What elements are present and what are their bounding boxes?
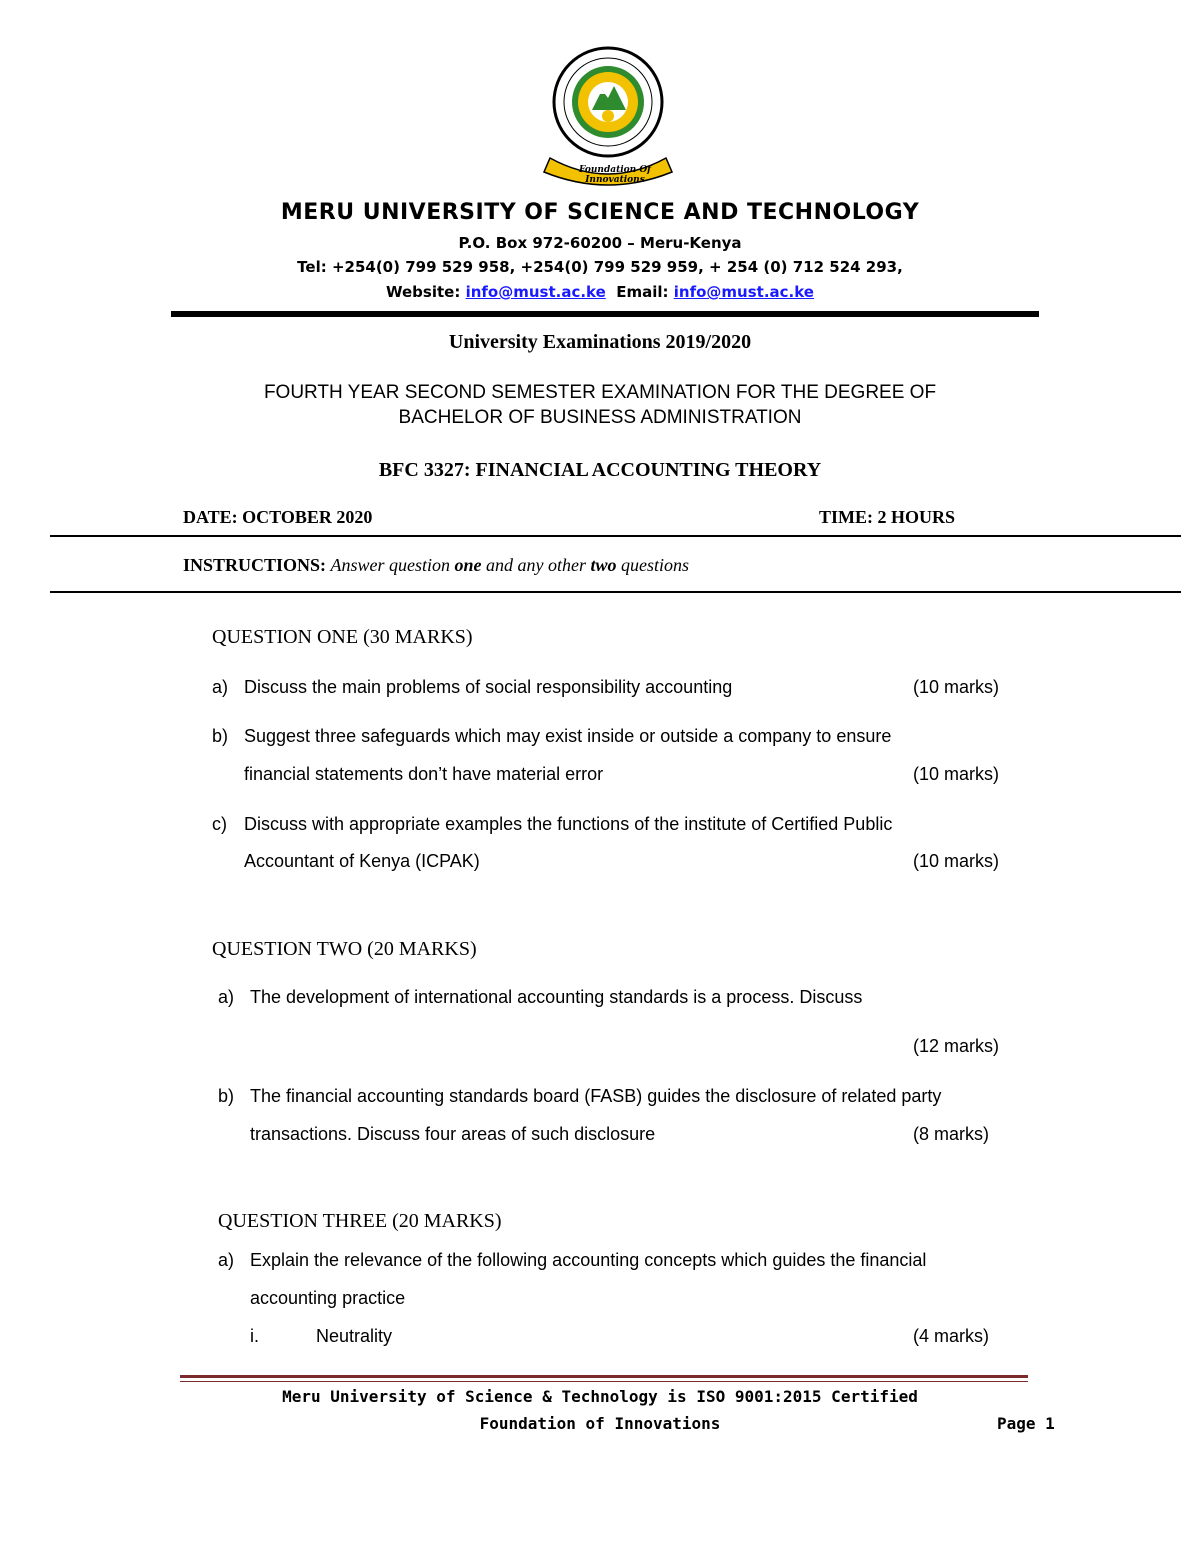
website-link[interactable]: info@must.ac.ke [465,283,606,301]
q3-a-text-2: accounting practice [250,1288,406,1308]
q3-i-text: Neutrality [316,1326,393,1346]
exam-time: TIME: 2 HOURS [819,507,956,527]
q1-a-label: a) [212,677,229,697]
exam-line-1: FOURTH YEAR SECOND SEMESTER EXAMINATION FOR THE DEGREE OF [263,382,937,403]
logo-banner-text: Foundation Of Innovations [578,165,652,185]
q3-a-text-1: Explain the relevance of the following accounting concepts which guides the financial [250,1250,927,1270]
course-title: BFC 3327: FINANCIAL ACCOUNTING THEORY [378,459,822,481]
divider-top [50,535,1181,537]
q3-i-label: i. [250,1326,259,1346]
q1-b-text-2: financial statements don’t have material error [244,764,604,784]
q1-b-marks: (10 marks) [913,764,1000,784]
q1-a-marks: (10 marks) [913,677,1000,697]
question-one-heading: QUESTION ONE (30 MARKS) [212,626,473,648]
email-label: Email: [616,283,669,301]
q1-c-marks: (10 marks) [913,851,1000,871]
exam-date: DATE: OCTOBER 2020 [183,507,373,527]
q2-b-marks: (8 marks) [913,1124,989,1144]
q2-b-text-1: The financial accounting standards board (FASB) guides the disclosure of related party [250,1086,942,1106]
q2-a-label: a) [218,987,235,1007]
q2-a-marks: (12 marks) [913,1036,1000,1056]
instructions-text-2: and any other [486,555,587,575]
page-number: Page 1 [997,1414,1055,1433]
question-two-heading: QUESTION TWO (20 MARKS) [212,938,477,960]
question-three-heading: QUESTION THREE (20 MARKS) [218,1210,502,1232]
instructions [183,555,689,576]
exam-title: University Examinations 2019/2020 [448,331,752,353]
instructions-bold-two: two [590,555,617,575]
q1-b-text-1: Suggest three safeguards which may exist inside or outside a company to ensure [244,726,892,746]
q1-c-label: c) [212,814,227,834]
q3-i-marks: (4 marks) [913,1326,989,1346]
q1-c-text-2: Accountant of Kenya (ICPAK) [244,851,480,871]
footer-certification: Meru University of Science & Technology is ISO 9001:2015 Certified [282,1387,918,1406]
telephone-line: Tel: +254(0) 799 529 958, +254(0) 799 529 959, + 254 (0) 712 524 293, [297,258,903,276]
instructions-label: INSTRUCTIONS: [183,555,327,575]
q1-a-text: Discuss the main problems of social responsibility accounting [244,677,733,697]
q2-b-label: b) [218,1086,235,1106]
postal-address: P.O. Box 972-60200 – Meru-Kenya [458,234,742,252]
q2-a-text: The development of international accounting standards is a process. Discuss [250,987,863,1007]
q3-a-label: a) [218,1250,235,1270]
contact-line [0,283,1200,301]
q1-b-label: b) [212,726,229,746]
q1-c-text-1: Discuss with appropriate examples the functions of the institute of Certified Public [244,814,893,834]
university-name: MERU UNIVERSITY OF SCIENCE AND TECHNOLOGY [280,200,920,225]
instructions-bold-one: one [454,555,482,575]
footer-divider-thin [180,1381,1028,1382]
instructions-text-3: questions [621,555,690,575]
footer-motto: Foundation of Innovations [479,1414,721,1433]
footer-divider-thick [180,1375,1028,1378]
exam-line-2: BACHELOR OF BUSINESS ADMINISTRATION [398,407,802,428]
instructions-text: Answer question [330,555,451,575]
divider-bottom [50,591,1181,593]
email-link[interactable]: info@must.ac.ke [673,283,814,301]
header-divider [171,311,1039,317]
website-label: Website: [386,283,461,301]
q2-b-text-2: transactions. Discuss four areas of such disclosure [250,1124,656,1144]
